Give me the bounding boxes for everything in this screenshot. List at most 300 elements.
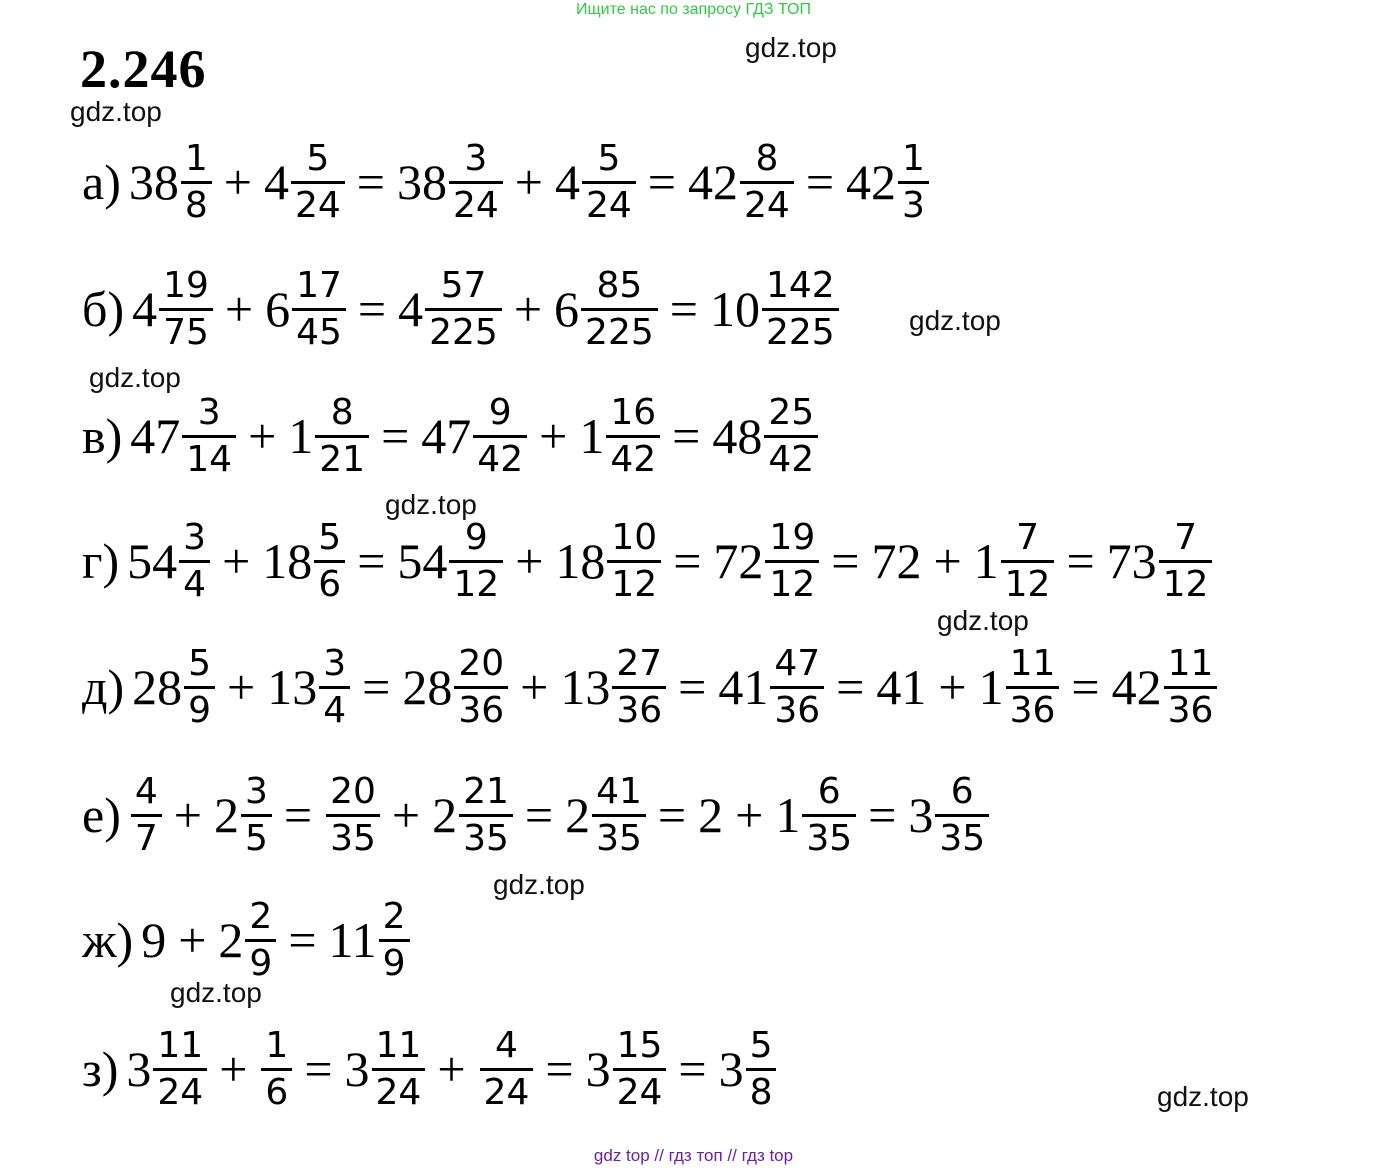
denominator: 6 [318, 563, 342, 605]
denominator: 24 [294, 184, 341, 226]
fraction-bar [179, 560, 210, 563]
operator: = [678, 1041, 707, 1097]
number-term [129, 772, 162, 859]
operator: + [520, 659, 549, 715]
denominator: 24 [585, 184, 632, 226]
fraction-bar [314, 560, 345, 563]
denominator: 35 [330, 817, 376, 859]
operator: + [219, 1041, 248, 1097]
exercise-number: 2.246 [80, 39, 207, 99]
operator: + [514, 154, 543, 210]
fraction-bar [582, 181, 636, 184]
number-term [132, 266, 213, 353]
numerator: 142 [765, 264, 835, 306]
numerator: 11 [157, 1024, 204, 1066]
numerator: 5 [188, 642, 211, 684]
numerator: 21 [463, 770, 509, 812]
whole-part: 4 [263, 154, 289, 210]
operator: + [437, 1041, 466, 1097]
operator: + [223, 154, 252, 210]
fraction [372, 1026, 426, 1113]
numerator: 8 [330, 391, 354, 433]
whole-part: 18 [555, 533, 606, 589]
equation-row-d [82, 642, 1217, 732]
operator: = [836, 659, 865, 715]
fraction [935, 772, 989, 859]
whole-part: 18 [262, 533, 313, 589]
denominator: 225 [585, 311, 654, 353]
fraction [449, 139, 503, 226]
fraction-bar [245, 939, 276, 942]
watermark: gdz.top [909, 305, 1001, 336]
numerator: 15 [616, 1024, 663, 1066]
whole-part: 28 [402, 659, 453, 715]
whole-part: 48 [712, 408, 763, 464]
numerator: 57 [440, 264, 487, 306]
whole-part: 3 [344, 1041, 370, 1097]
whole-part: 2 [698, 787, 724, 843]
whole-part: 13 [560, 659, 611, 715]
operator: = [362, 659, 391, 715]
operator: + [248, 408, 277, 464]
denominator: 24 [616, 1071, 663, 1113]
fraction [425, 266, 502, 353]
number-term [712, 393, 818, 480]
fraction [181, 139, 212, 226]
denominator: 35 [596, 817, 642, 859]
fraction [459, 772, 513, 859]
fraction [592, 772, 646, 859]
numerator: 19 [769, 516, 816, 558]
whole-part: 1 [775, 787, 801, 843]
denominator: 24 [157, 1071, 204, 1113]
numerator: 5 [306, 137, 330, 179]
fraction-bar [746, 1068, 777, 1071]
numerator: 20 [458, 642, 505, 684]
watermark: gdz.top [89, 362, 181, 393]
fraction [245, 897, 276, 984]
number-term [698, 786, 723, 844]
item-label: б) [82, 281, 125, 337]
fraction [379, 897, 410, 984]
denominator: 24 [483, 1071, 530, 1113]
number-term [586, 1026, 667, 1113]
whole-part: 47 [130, 408, 181, 464]
operator: = [357, 533, 386, 589]
operator: = [657, 787, 687, 843]
denominator: 14 [186, 438, 233, 480]
fraction [1164, 644, 1218, 731]
numerator: 7 [1016, 516, 1039, 558]
fraction [606, 393, 660, 480]
number-term [979, 644, 1060, 731]
item-label: а) [82, 154, 121, 210]
fraction-bar [613, 1068, 667, 1071]
whole-part: 1 [978, 659, 1004, 715]
fraction [153, 1026, 207, 1113]
fraction [319, 644, 350, 731]
denominator: 9 [188, 689, 211, 731]
whole-part: 38 [128, 154, 179, 210]
denominator: 35 [806, 817, 853, 859]
operator: = [672, 408, 701, 464]
operator: + [227, 659, 256, 715]
numerator: 4 [495, 1024, 518, 1066]
number-term [688, 139, 794, 226]
fraction [292, 266, 346, 353]
fraction-bar [241, 814, 272, 817]
fraction-bar [898, 181, 929, 184]
numerator: 3 [323, 642, 347, 684]
operator: = [524, 787, 554, 843]
numerator: 2 [382, 895, 406, 937]
fraction [746, 1026, 777, 1113]
whole-part: 72 [871, 533, 922, 589]
number-term [398, 266, 502, 353]
fraction-bar [425, 308, 502, 311]
numerator: 85 [596, 264, 643, 306]
number-term [288, 393, 369, 480]
numerator: 11 [375, 1024, 422, 1066]
fraction [898, 139, 929, 226]
numerator: 41 [596, 770, 642, 812]
whole-part: 2 [565, 787, 591, 843]
footer-links: gdz top // гдз топ // гдз top [593, 1146, 794, 1165]
number-term [262, 518, 345, 605]
operator: = [1066, 533, 1095, 589]
fraction-bar [592, 814, 646, 817]
numerator: 6 [950, 770, 974, 812]
numerator: 5 [318, 516, 342, 558]
number-term [267, 644, 350, 731]
operator: = [647, 154, 676, 210]
number-term [719, 1026, 777, 1113]
whole-part: 42 [688, 154, 738, 210]
denominator: 35 [939, 817, 986, 859]
denominator: 6 [265, 1071, 289, 1113]
fraction [1001, 518, 1055, 605]
operator: = [357, 281, 387, 337]
whole-part: 13 [267, 659, 318, 715]
operator: + [178, 912, 207, 968]
whole-part: 3 [718, 1041, 744, 1097]
operator: + [224, 281, 254, 337]
watermark: gdz.top [385, 489, 477, 520]
whole-part: 3 [908, 787, 934, 843]
denominator: 4 [183, 563, 207, 605]
fraction [1159, 518, 1213, 605]
equation-row-v [82, 391, 818, 481]
number-term [259, 1026, 292, 1113]
denominator: 24 [744, 184, 790, 226]
number-term [478, 1026, 534, 1113]
fraction-bar [1006, 686, 1060, 689]
fraction [454, 644, 508, 731]
operator: = [545, 1041, 574, 1097]
whole-part: 38 [396, 154, 447, 210]
number-term [265, 266, 346, 353]
denominator: 35 [463, 817, 509, 859]
numerator: 16 [610, 391, 657, 433]
numerator: 3 [197, 391, 221, 433]
fraction [612, 644, 666, 731]
whole-part: 6 [265, 281, 291, 337]
numerator: 3 [183, 516, 207, 558]
operator: + [222, 533, 251, 589]
operator: = [356, 154, 385, 210]
number-term [710, 266, 839, 353]
watermark: gdz.top [493, 869, 585, 900]
operator: = [304, 1041, 333, 1097]
fraction [740, 139, 794, 226]
whole-part: 73 [1106, 533, 1157, 589]
equation-row-z [82, 1024, 776, 1114]
denominator: 42 [477, 438, 524, 480]
number-term [846, 139, 929, 226]
numerator: 9 [488, 391, 512, 433]
watermark: gdz.top [1157, 1081, 1249, 1112]
fraction [480, 1026, 534, 1113]
fraction-bar [764, 435, 818, 438]
fraction-bar [291, 181, 345, 184]
fraction-bar [1159, 560, 1213, 563]
fraction-bar [153, 1068, 207, 1071]
fraction-bar [802, 814, 856, 817]
numerator: 1 [184, 137, 208, 179]
item-label: ж) [82, 912, 134, 968]
whole-part: 42 [1111, 659, 1162, 715]
whole-part: 2 [218, 912, 244, 968]
fraction-bar [182, 435, 236, 438]
numerator: 3 [244, 770, 268, 812]
number-term [324, 772, 380, 859]
number-term [432, 772, 513, 859]
fraction-bar [449, 181, 503, 184]
denominator: 9 [249, 942, 273, 984]
number-term [713, 518, 819, 605]
fraction-bar [315, 435, 369, 438]
numerator: 6 [817, 770, 841, 812]
denominator: 4 [323, 689, 347, 731]
whole-part: 47 [421, 408, 472, 464]
fraction [765, 518, 819, 605]
denominator: 24 [452, 184, 499, 226]
number-term [264, 139, 345, 226]
number-term [876, 658, 926, 716]
fraction-bar [1164, 686, 1218, 689]
fraction-bar [607, 560, 661, 563]
denominator: 36 [774, 689, 821, 731]
whole-part: 4 [398, 281, 424, 337]
fraction [802, 772, 856, 859]
denominator: 225 [765, 311, 835, 353]
fraction-bar [606, 435, 660, 438]
fraction-bar [379, 939, 410, 942]
denominator: 36 [1009, 689, 1056, 731]
numerator: 1 [265, 1024, 289, 1066]
fraction-bar [473, 435, 527, 438]
operator: + [515, 533, 544, 589]
number-term [214, 772, 272, 859]
operator: + [173, 787, 202, 843]
denominator: 12 [453, 563, 500, 605]
number-term [775, 772, 856, 859]
fraction-bar [459, 814, 513, 817]
fraction-bar [181, 181, 212, 184]
numerator: 4 [134, 770, 158, 812]
fraction [291, 139, 345, 226]
operator: = [678, 659, 707, 715]
fraction-bar [762, 308, 839, 311]
number-term [718, 644, 824, 731]
fraction-bar [581, 308, 658, 311]
number-term [126, 1026, 207, 1113]
fraction [473, 393, 527, 480]
numerator: 7 [1174, 516, 1198, 558]
fraction [762, 266, 839, 353]
item-label: д) [82, 659, 125, 715]
operator: = [831, 533, 860, 589]
number-term [1107, 518, 1213, 605]
operator: + [735, 787, 764, 843]
fraction [449, 518, 503, 605]
denominator: 42 [610, 438, 657, 480]
denominator: 42 [768, 438, 815, 480]
fraction-bar [292, 308, 346, 311]
operator: = [381, 408, 410, 464]
fraction [1006, 644, 1060, 731]
fraction-bar [765, 560, 819, 563]
number-term [871, 532, 921, 590]
watermark: gdz.top [70, 96, 162, 127]
whole-part: 54 [127, 533, 178, 589]
number-term [397, 139, 503, 226]
whole-part: 41 [876, 659, 927, 715]
number-term [345, 1026, 426, 1113]
denominator: 36 [458, 689, 505, 731]
number-term [1112, 644, 1218, 731]
number-term [565, 772, 646, 859]
fraction [582, 139, 636, 226]
number-term [397, 518, 503, 605]
fraction-bar [770, 686, 824, 689]
number-term [127, 518, 210, 605]
fraction-bar [319, 686, 350, 689]
numerator: 3 [464, 137, 488, 179]
denominator: 5 [244, 817, 268, 859]
numerator: 17 [296, 264, 342, 306]
number-term [132, 644, 215, 731]
fraction-bar [454, 686, 508, 689]
fraction-bar [612, 686, 666, 689]
numerator: 20 [330, 770, 376, 812]
number-term [974, 518, 1055, 605]
operator: = [283, 787, 313, 843]
whole-part: 2 [213, 787, 239, 843]
search-banner: Ищите нас по запросу ГДЗ ТОП [576, 1, 811, 18]
number-term [329, 897, 410, 984]
fraction-bar [372, 1068, 426, 1071]
fraction [184, 644, 215, 731]
operator: = [1071, 659, 1100, 715]
whole-part: 4 [554, 154, 580, 210]
denominator: 12 [769, 563, 816, 605]
fraction [326, 772, 380, 859]
item-label: в) [82, 408, 123, 464]
equation-row-e [82, 770, 989, 860]
fraction [261, 1026, 292, 1113]
numerator: 25 [768, 391, 815, 433]
denominator: 8 [749, 1071, 773, 1113]
denominator: 36 [616, 689, 663, 731]
fraction-bar [935, 814, 989, 817]
number-term [402, 644, 508, 731]
denominator: 45 [296, 311, 342, 353]
fraction-bar [1001, 560, 1055, 563]
operator: = [868, 787, 897, 843]
fraction-bar [740, 181, 794, 184]
whole-part: 3 [126, 1041, 152, 1097]
denominator: 12 [1004, 563, 1051, 605]
number-term [141, 911, 166, 969]
numerator: 2 [249, 895, 273, 937]
whole-part: 54 [397, 533, 448, 589]
whole-part: 6 [554, 281, 580, 337]
denominator: 8 [184, 184, 208, 226]
whole-part: 72 [713, 533, 764, 589]
numerator: 5 [749, 1024, 773, 1066]
whole-part: 3 [585, 1041, 611, 1097]
whole-part: 1 [288, 408, 314, 464]
numerator: 5 [597, 137, 621, 179]
number-term [421, 393, 527, 480]
number-term [555, 139, 636, 226]
fraction [770, 644, 824, 731]
denominator: 21 [319, 438, 366, 480]
number-term [554, 266, 658, 353]
whole-part: 2 [432, 787, 458, 843]
fraction [241, 772, 272, 859]
whole-part: 41 [718, 659, 769, 715]
number-term [129, 139, 212, 226]
number-term [579, 393, 660, 480]
operator: + [513, 281, 543, 337]
numerator: 1 [902, 137, 925, 179]
fraction-bar [131, 814, 162, 817]
watermark: gdz.top [745, 32, 837, 63]
denominator: 3 [902, 184, 925, 226]
fraction-bar [449, 560, 503, 563]
denominator: 7 [134, 817, 158, 859]
fraction-bar [480, 1068, 534, 1071]
fraction-bar [261, 1068, 292, 1071]
watermark: gdz.top [170, 977, 262, 1008]
numerator: 11 [1167, 642, 1214, 684]
whole-part: 9 [141, 912, 167, 968]
operator: = [805, 154, 835, 210]
numerator: 47 [774, 642, 821, 684]
fraction [314, 518, 345, 605]
numerator: 11 [1009, 642, 1056, 684]
fraction [607, 518, 661, 605]
number-term [560, 644, 666, 731]
numerator: 10 [611, 516, 658, 558]
equation-row-zh [82, 895, 410, 985]
operator: = [669, 281, 698, 337]
numerator: 9 [464, 516, 488, 558]
denominator: 12 [611, 563, 658, 605]
denominator: 24 [375, 1071, 422, 1113]
